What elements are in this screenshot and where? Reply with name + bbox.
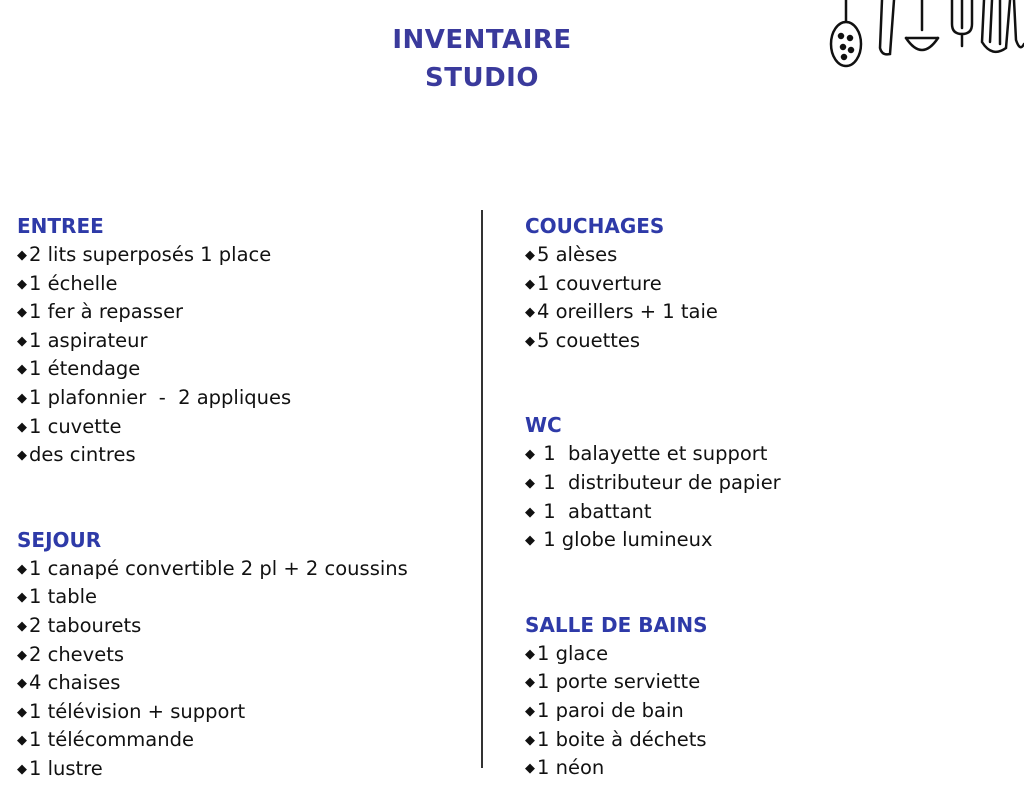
list-item-text: 1 balayette et support bbox=[537, 442, 768, 466]
bullet-icon: ◆ bbox=[525, 761, 535, 777]
list-item bbox=[17, 355, 408, 384]
list-item-text: 1 fer à repasser bbox=[29, 300, 184, 324]
list-item-text: 1 échelle bbox=[29, 271, 118, 295]
list-item bbox=[17, 641, 408, 670]
bullet-icon: ◆ bbox=[525, 703, 535, 719]
list-item-text: 4 oreillers + 1 taie bbox=[537, 300, 718, 324]
bullet-icon: ◆ bbox=[525, 732, 535, 748]
list-item bbox=[525, 697, 781, 726]
bullet-icon: ◆ bbox=[525, 533, 535, 549]
list-item bbox=[525, 754, 781, 783]
left-column bbox=[17, 212, 408, 784]
bullet-icon: ◆ bbox=[525, 276, 535, 292]
list-item bbox=[17, 726, 408, 755]
list-item-text: 1 étendage bbox=[29, 357, 141, 381]
list-item bbox=[17, 755, 408, 784]
list-item bbox=[525, 440, 781, 469]
list-item-text: 1 canapé convertible 2 pl + 2 coussins bbox=[29, 556, 408, 580]
list-item bbox=[525, 298, 781, 327]
list-item bbox=[17, 583, 408, 612]
list-item-text: 2 lits superposés 1 place bbox=[29, 243, 272, 266]
section-salle-de-bains bbox=[525, 611, 781, 783]
list-item-text: 1 glace bbox=[537, 641, 609, 665]
bullet-icon: ◆ bbox=[525, 646, 535, 662]
list-item-text: 1 aspirateur bbox=[29, 328, 148, 352]
list-item bbox=[525, 498, 781, 527]
section-couchages bbox=[525, 212, 781, 355]
bullet-icon: ◆ bbox=[17, 276, 27, 292]
list-item bbox=[17, 698, 408, 727]
bullet-icon: ◆ bbox=[17, 561, 27, 577]
list-item-text: 1 paroi de bain bbox=[537, 698, 684, 722]
list-item-text: 1 distributeur de papier bbox=[537, 470, 781, 494]
bullet-icon: ◆ bbox=[17, 704, 27, 720]
page-title: INVENTAIRE bbox=[392, 25, 572, 55]
section-heading: WC bbox=[525, 413, 562, 438]
list-item bbox=[525, 726, 781, 755]
bullet-icon: ◆ bbox=[17, 390, 27, 406]
kitchen-utensils-icon bbox=[824, 0, 1024, 72]
list-item bbox=[525, 241, 781, 270]
list-item bbox=[525, 668, 781, 697]
list-item-text: 5 alèses bbox=[537, 243, 618, 266]
list-item bbox=[525, 526, 781, 555]
list-item-text: 1 table bbox=[29, 585, 97, 609]
list-item bbox=[17, 413, 408, 442]
bullet-icon: ◆ bbox=[525, 447, 535, 463]
list-item-text: 1 couverture bbox=[537, 271, 662, 295]
bullet-icon: ◆ bbox=[17, 647, 27, 663]
bullet-icon: ◆ bbox=[525, 333, 535, 349]
section-entree bbox=[17, 212, 408, 470]
bullet-icon: ◆ bbox=[525, 504, 535, 520]
list-item bbox=[17, 555, 408, 584]
list-item bbox=[525, 270, 781, 299]
list-item bbox=[17, 441, 408, 470]
list-item bbox=[17, 298, 408, 327]
list-item bbox=[17, 612, 408, 641]
list-item bbox=[525, 469, 781, 498]
list-item-text: 1 néon bbox=[537, 756, 605, 780]
bullet-icon: ◆ bbox=[17, 305, 27, 321]
list-item-text: 1 globe lumineux bbox=[537, 528, 713, 552]
list-item bbox=[17, 270, 408, 299]
list-item bbox=[17, 669, 408, 698]
list-item-text: 1 abattant bbox=[537, 499, 652, 523]
list-item-text: 1 boite à déchets bbox=[537, 727, 707, 751]
list-item bbox=[17, 384, 408, 413]
section-heading: ENTREE bbox=[17, 214, 104, 238]
bullet-icon: ◆ bbox=[17, 590, 27, 606]
list-item-text: 5 couettes bbox=[537, 328, 641, 352]
bullet-icon: ◆ bbox=[525, 248, 535, 263]
page-subtitle: STUDIO bbox=[425, 63, 539, 93]
list-item bbox=[17, 241, 408, 270]
section-sejour bbox=[17, 526, 408, 784]
list-item-text: 1 lustre bbox=[29, 756, 103, 780]
bullet-icon: ◆ bbox=[17, 362, 27, 378]
section-heading: SEJOUR bbox=[17, 527, 102, 552]
section-wc bbox=[525, 411, 781, 554]
bullet-icon: ◆ bbox=[17, 448, 27, 464]
list-item-text: 2 chevets bbox=[29, 642, 125, 666]
bullet-icon: ◆ bbox=[17, 733, 27, 749]
bullet-icon: ◆ bbox=[525, 475, 535, 491]
list-item-text: 1 plafonnier - 2 appliques bbox=[29, 385, 292, 409]
bullet-icon: ◆ bbox=[17, 761, 27, 777]
bullet-icon: ◆ bbox=[17, 618, 27, 634]
list-item-text: 1 cuvette bbox=[29, 414, 122, 438]
list-item bbox=[525, 640, 781, 669]
section-heading: SALLE DE BAINS bbox=[525, 612, 708, 637]
list-item-text: 1 télévision + support bbox=[29, 699, 246, 723]
right-column bbox=[525, 212, 781, 783]
bullet-icon: ◆ bbox=[17, 676, 27, 692]
bullet-icon: ◆ bbox=[525, 675, 535, 691]
list-item-text: 4 chaises bbox=[29, 671, 121, 695]
bullet-icon: ◆ bbox=[17, 419, 27, 435]
bullet-icon: ◆ bbox=[525, 305, 535, 321]
list-item-text: 1 porte serviette bbox=[537, 670, 701, 694]
list-item-text: 1 télécommande bbox=[29, 728, 194, 752]
column-divider bbox=[481, 210, 483, 768]
list-item bbox=[17, 327, 408, 356]
list-item-text: des cintres bbox=[29, 443, 136, 467]
list-item-text: 2 tabourets bbox=[29, 613, 142, 637]
bullet-icon: ◆ bbox=[17, 248, 27, 263]
section-heading: COUCHAGES bbox=[525, 214, 665, 238]
list-item bbox=[525, 327, 781, 356]
bullet-icon: ◆ bbox=[17, 333, 27, 349]
